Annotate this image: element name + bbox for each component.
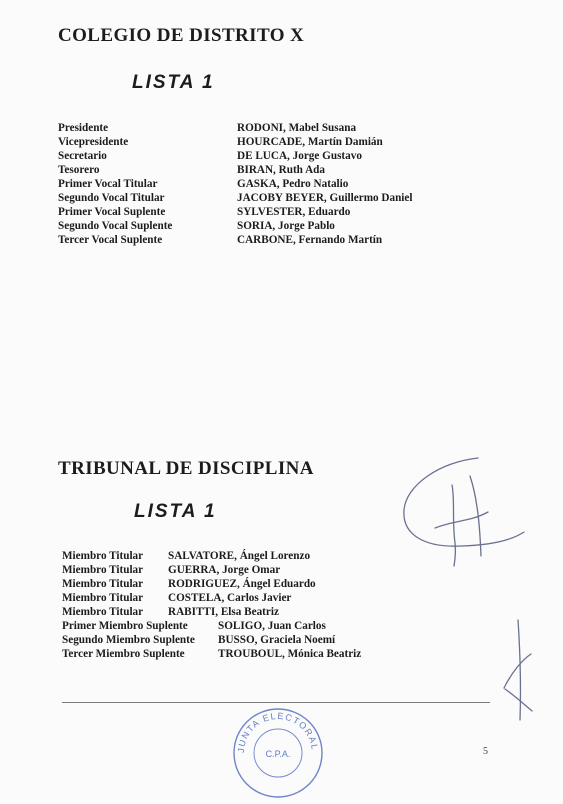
- tribunal-role: Miembro Titular: [62, 578, 144, 590]
- tribunal-role: Miembro Titular: [62, 592, 144, 604]
- roster-role: Presidente: [58, 122, 109, 134]
- roster-role: Primer Vocal Suplente: [58, 206, 166, 218]
- tribunal-name: SALVATORE, Ángel Lorenzo: [168, 550, 311, 562]
- electoral-stamp: [230, 705, 326, 801]
- tribunal-role: Tercer Miembro Suplente: [62, 648, 185, 660]
- tribunal-role: Segundo Miembro Suplente: [62, 634, 195, 646]
- section-title-tribunal: TRIBUNAL DE DISCIPLINA: [58, 458, 314, 479]
- roster-name: HOURCADE, Martín Damián: [237, 136, 383, 148]
- stamp-inner-text: C.P.A.: [265, 749, 291, 759]
- roster-role: Segundo Vocal Suplente: [58, 220, 173, 232]
- tribunal-name: TROUBOUL, Mónica Beatriz: [218, 648, 362, 660]
- tribunal-name: BUSSO, Graciela Noemí: [218, 634, 336, 646]
- tribunal-name: SOLIGO, Juan Carlos: [218, 620, 326, 632]
- roster-role: Secretario: [58, 150, 107, 162]
- roster-role: Primer Vocal Titular: [58, 178, 158, 190]
- svg-text:JUNTA ELECTORAL: [236, 711, 320, 753]
- tribunal-name: GUERRA, Jorge Omar: [168, 564, 281, 576]
- roster-role: Tercer Vocal Suplente: [58, 234, 163, 246]
- tribunal-name: RODRIGUEZ, Ángel Eduardo: [168, 578, 316, 590]
- roster-name: BIRAN, Ruth Ada: [237, 164, 325, 176]
- tribunal-role: Miembro Titular: [62, 550, 144, 562]
- roster-name: SYLVESTER, Eduardo: [237, 206, 351, 218]
- tribunal-name: COSTELA, Carlos Javier: [168, 592, 292, 604]
- tribunal-role: Miembro Titular: [62, 564, 144, 576]
- tribunal-name: RABITTI, Elsa Beatriz: [168, 606, 279, 618]
- roster-name: JACOBY BEYER, Guillermo Daniel: [237, 192, 413, 204]
- roster-role: Segundo Vocal Titular: [58, 192, 165, 204]
- stamp-outer-text: JUNTA ELECTORAL: [235, 710, 321, 754]
- roster-name: CARBONE, Fernando Martín: [237, 234, 383, 246]
- roster-role: Vicepresidente: [58, 136, 129, 148]
- roster-name: SORIA, Jorge Pablo: [237, 220, 335, 232]
- page-number: 5: [483, 746, 488, 757]
- roster-name: GASKA, Pedro Natalio: [237, 178, 349, 190]
- list-label-2: LISTA 1: [134, 501, 217, 522]
- roster-name: RODONI, Mabel Susana: [237, 122, 357, 134]
- list-label-1: LISTA 1: [132, 72, 215, 93]
- section-title-colegio: COLEGIO DE DISTRITO X: [58, 25, 305, 46]
- roster-role: Tesorero: [58, 164, 100, 176]
- roster-name: DE LUCA, Jorge Gustavo: [237, 150, 362, 162]
- tribunal-role: Primer Miembro Suplente: [62, 620, 188, 632]
- tribunal-role: Miembro Titular: [62, 606, 144, 618]
